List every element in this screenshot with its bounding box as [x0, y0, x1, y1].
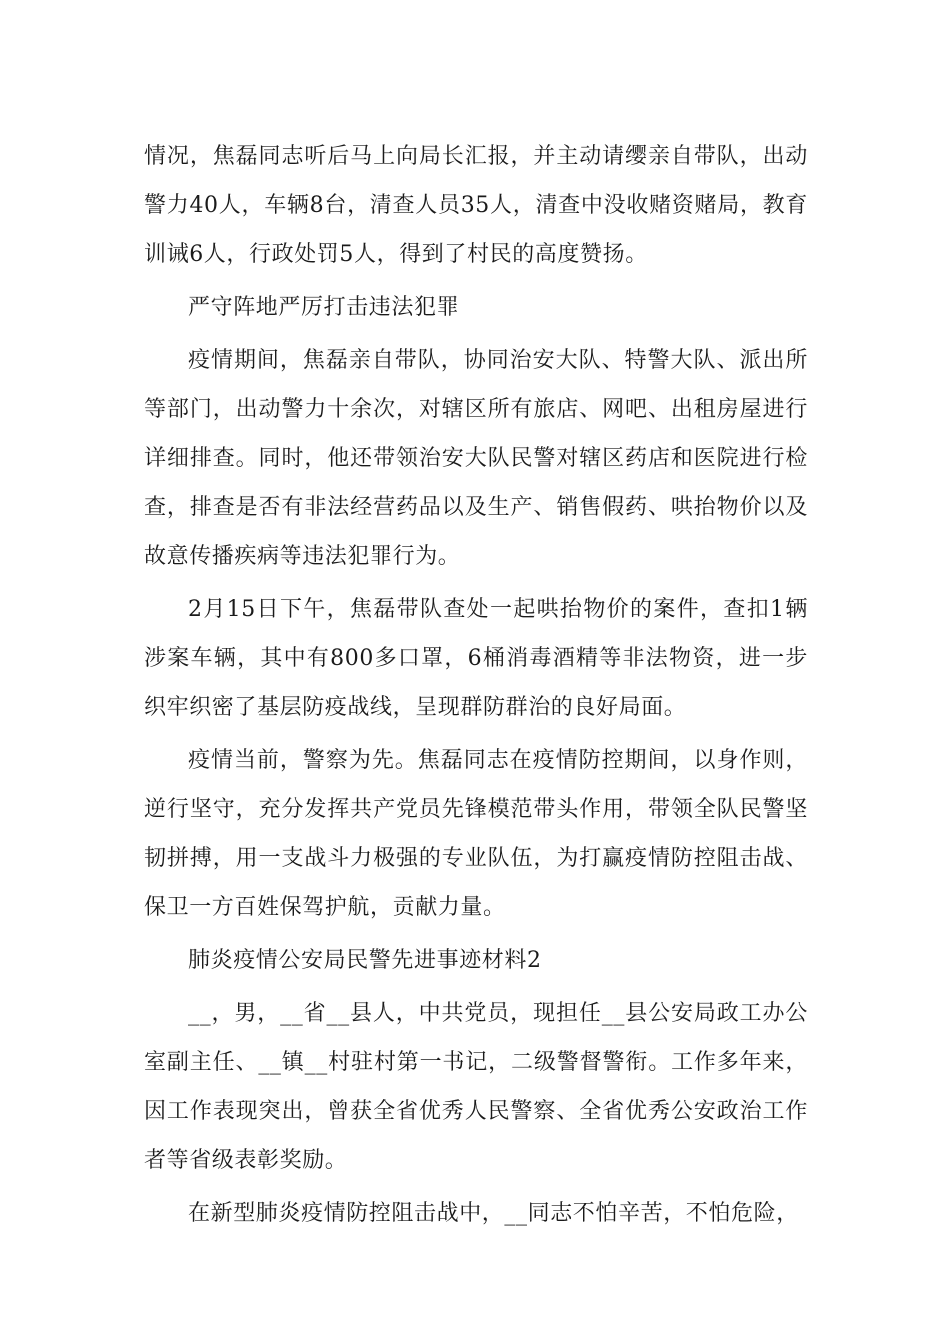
section-heading-material-2: 肺炎疫情公安局民警先进事迹材料2	[188, 948, 542, 973]
paragraph-police-first: 疫情当前，警察为先。焦磊同志在疫情防控期间，以身作则，逆行坚守，充分发挥共产党员先锋模范带头作用，带领全队民警坚韧拼搏，用一支战斗力极强的专业队伍，为打赢疫情防控阻击战、保卫一方百姓保驾护航，贡献力量。	[144, 748, 808, 920]
paragraph-continuation: 情况，焦磊同志听后马上向局长汇报，并主动请缨亲自带队，出动警力40人，车辆8台，清查人员35人，清查中没收赌资赌局，教育训诫6人，行政处罚5人，得到了村民的高度赞扬。	[144, 144, 808, 267]
paragraph-battle-intro: 在新型肺炎疫情防控阻击战中，__同志不怕辛苦，不怕危险，	[188, 1201, 799, 1226]
paragraph-price-gouging-case: 2月15日下午，焦磊带队查处一起哄抬物价的案件，查扣1辆涉案车辆，其中有800多口罩，6桶消毒酒精等非法物资，进一步织牢织密了基层防疫战线，呈现群防群治的良好局面。	[144, 597, 808, 720]
paragraph-epidemic-inspection: 疫情期间，焦磊亲自带队，协同治安大队、特警大队、派出所等部门，出动警力十余次，对辖区所有旅店、网吧、出租房屋进行详细排查。同时，他还带领治安大队民警对辖区药店和医院进行检查，排查是否有非法经营药品以及生产、销售假药、哄抬物价以及故意传播疾病等违法犯罪行为。	[144, 348, 808, 569]
section-heading-strike-crime: 严守阵地严厉打击违法犯罪	[188, 295, 460, 320]
paragraph-officer-profile: __，男，__省__县人，中共党员，现担任__县公安局政工办公室副主任、__镇__村驻村第一书记，二级警督警衔。工作多年来，因工作表现突出，曾获全省优秀人民警察、全省优秀公安政治工作者等省级表彰奖励。	[144, 1001, 808, 1173]
